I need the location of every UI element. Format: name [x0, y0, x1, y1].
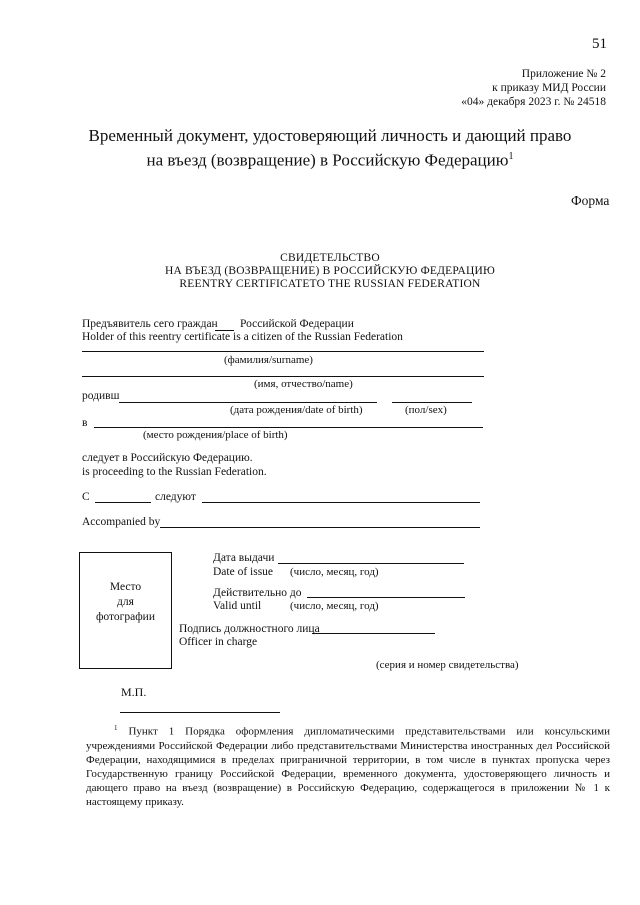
name-field-line[interactable] [82, 376, 484, 377]
footnote-text: Пункт 1 Порядка оформления дипломатическими представительствами или консульскими учреждениями Российской Федерации либо представительствами Министерства иностранных дел Российской Федерации, находящимися в пределах приграничной территории, в том числе в пунктах пропуска через Государственную границу Российской Федерации, временного документа, удостоверяющего личность и дающего право на въезд (возвращение) в Российскую Федерацию, содержащегося в приложении № 1 к настоящему приказу. [86, 725, 610, 808]
officer-signature-en: Officer in charge [179, 636, 258, 648]
footnote-mark: 1 [114, 724, 118, 732]
certificate-heading [60, 252, 600, 291]
with-label: С [82, 491, 90, 503]
issue-date-en: Date of issue [213, 566, 274, 578]
valid-until-ru: Действительно до [213, 587, 302, 599]
dob-caption: (дата рождения/date of birth) [230, 404, 363, 416]
valid-until-line[interactable] [307, 597, 465, 598]
appendix-line-3: «04» декабря 2023 г. № 24518 [461, 96, 606, 108]
title-line-2 [60, 146, 600, 171]
place-label: в [82, 417, 88, 429]
surname-field-line[interactable] [82, 351, 484, 352]
issue-date-ru: Дата выдачи [213, 552, 275, 564]
certificate-line-3: REENTRY CERTIFICATETO THE RUSSIAN FEDERATION [179, 278, 481, 290]
officer-signature-line[interactable] [312, 633, 435, 634]
appendix-line-2: к приказу МИД России [492, 82, 606, 94]
photo-line-2: для [117, 596, 134, 608]
dob-field-line[interactable] [119, 402, 377, 403]
photo-line-1: Место [109, 581, 142, 593]
accompanied-label: Accompanied by [82, 516, 161, 528]
holder-en: Holder of this reentry certificate is a citizen of the Russian Federation [82, 331, 403, 343]
page-number: 51 [592, 36, 607, 52]
accompanying-persons-line[interactable] [202, 502, 480, 503]
valid-until-en: Valid until [213, 600, 262, 612]
footnote-separator [120, 712, 280, 713]
born-label: родивш [82, 390, 120, 402]
appendix-line-1: Приложение № 2 [521, 68, 606, 80]
place-caption: (место рождения/place of birth) [143, 429, 288, 441]
proceeding-ru: следует в Российскую Федерацию. [82, 452, 253, 464]
holder-ru-suffix: Российской Федерации [240, 318, 354, 330]
form-label: Форма [571, 193, 610, 208]
appendix-reference [461, 67, 606, 109]
photo-line-3: фотографии [95, 611, 155, 623]
name-caption: (имя, отчество/name) [254, 378, 353, 390]
footnote [86, 721, 610, 809]
title-line-1: Временный документ, удостоверяющий личность и дающий право [88, 126, 572, 145]
seal-mark: М.П. [121, 685, 147, 699]
sex-caption: (пол/sex) [405, 404, 447, 416]
issue-date-line[interactable] [278, 563, 464, 564]
holder-ru-prefix: Предъявитель сего граждан [82, 318, 218, 330]
document-title [60, 125, 600, 171]
surname-caption: (фамилия/surname) [224, 354, 313, 366]
photo-placeholder-text [80, 580, 171, 625]
title-line-2-text: на въезд (возвращение) в Российскую Федерацию [146, 150, 509, 170]
proceeding-en: is proceeding to the Russian Federation. [82, 466, 267, 478]
certificate-line-1: СВИДЕТЕЛЬСТВО [280, 252, 380, 264]
officer-signature-ru: Подпись должностного лица [179, 623, 320, 635]
series-number-caption: (серия и номер свидетельства) [376, 659, 519, 671]
place-field-line[interactable] [94, 427, 483, 428]
accompanied-by-line[interactable] [160, 527, 480, 528]
title-footnote-mark: 1 [508, 151, 514, 162]
follow-label: следуют [155, 491, 196, 503]
certificate-line-2: НА ВЪЕЗД (ВОЗВРАЩЕНИЕ) В РОССИЙСКУЮ ФЕДЕРАЦИЮ [164, 265, 496, 277]
accompanying-count-line[interactable] [95, 502, 151, 503]
sex-field-line[interactable] [392, 402, 472, 403]
photo-placeholder [79, 552, 172, 669]
issue-date-caption: (число, месяц, год) [290, 566, 379, 578]
valid-until-caption: (число, месяц, год) [290, 600, 379, 612]
